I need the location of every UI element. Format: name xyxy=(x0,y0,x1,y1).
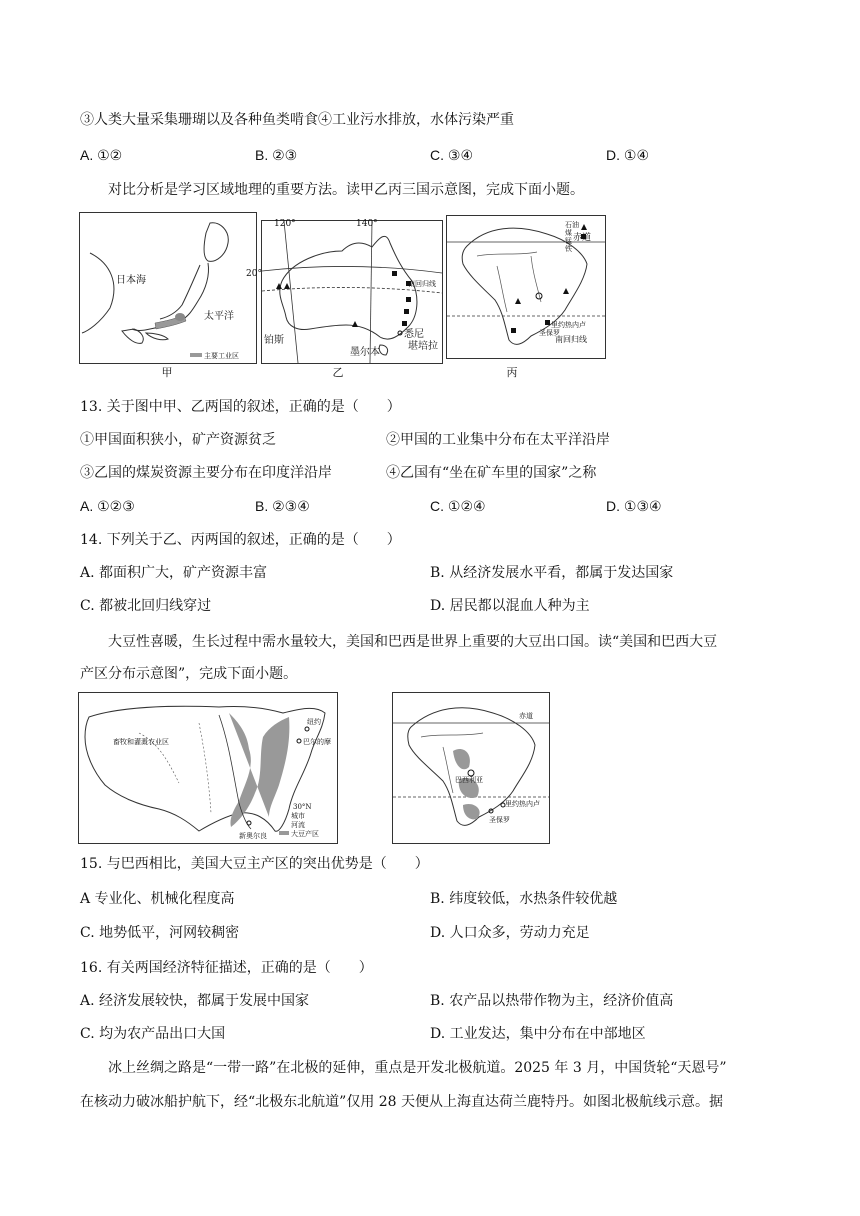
q12-option-b: B. ②③ xyxy=(255,147,298,163)
q15-option-d: D. 人口众多，劳动力充足 xyxy=(430,925,590,941)
legend-river: 河流 xyxy=(291,821,305,829)
label-city-melbourne: 墨尔本 xyxy=(350,347,380,358)
label-brasilia: 巴西利亚 xyxy=(455,776,483,784)
q13-statement-4: ④乙国有“坐在矿车里的国家”之称 xyxy=(386,465,597,481)
map-yi-australia xyxy=(246,219,443,364)
q12-statement-tail: ③人类大量采集珊瑚以及各种鱼类啃食④工业污水排放，水体污染严重 xyxy=(80,112,514,128)
legend-coal: 煤 xyxy=(565,229,572,237)
label-lat-20: 20° xyxy=(246,269,262,279)
label-pacific-ocean: 太平洋 xyxy=(204,311,234,322)
label-rio: 里约热内卢 xyxy=(551,321,586,329)
q16-option-a: A. 经济发展较快，都属于发展中国家 xyxy=(80,993,310,1009)
q13-option-c: C. ①②④ xyxy=(430,498,486,514)
label-city-sydney: 悉尼 xyxy=(404,329,424,340)
q13-statement-1: ①甲国面积狭小，矿产资源贫乏 xyxy=(80,432,276,448)
label-lon-140: 140° xyxy=(356,219,378,229)
label-new-york: 纽约 xyxy=(307,718,321,726)
legend-oil: 石油 xyxy=(565,221,579,229)
label-ranching-irrigation: 畜牧和灌溉农业区 xyxy=(113,738,169,746)
q14-option-d: D. 居民都以混血人种为主 xyxy=(430,598,590,614)
map-jia-japan xyxy=(79,212,257,364)
map-usa-soybean xyxy=(78,692,338,844)
q13-option-a: A. ①②③ xyxy=(80,498,135,514)
q15-option-c: C. 地势低平，河网较稠密 xyxy=(80,925,240,941)
label-city-canberra: 堪培拉 xyxy=(408,341,438,352)
q16-option-d: D. 工业发达，集中分布在中部地区 xyxy=(430,1026,646,1042)
q16-option-c: C. 均为农产品出口大国 xyxy=(80,1026,226,1042)
intro-paragraph-3-line-1: 冰上丝绸之路是“一带一路”在北极的延伸，重点是开发北极航道。2025 年 3 月，中国货轮“天恩号” xyxy=(108,1060,727,1076)
caption-yi: 乙 xyxy=(332,366,344,379)
q12-option-d: D. ①④ xyxy=(606,147,649,163)
label-lon-120: 120° xyxy=(274,219,296,229)
caption-jia: 甲 xyxy=(161,366,173,379)
label-city-perth: 铂斯 xyxy=(264,335,284,346)
intro-paragraph-2-line-1: 大豆性喜暖，生长过程中需水量较大，美国和巴西是世界上重要的大豆出口国。读“美国和巴西大豆 xyxy=(108,634,718,650)
label-sao-paulo: 圣保罗 xyxy=(539,329,560,337)
q13-option-d: D. ①③④ xyxy=(606,498,662,514)
q16-option-b: B. 农产品以热带作物为主，经济价值高 xyxy=(430,993,674,1009)
label-baltimore: 巴尔的摩 xyxy=(303,738,331,746)
q13-statement-3: ③乙国的煤炭资源主要分布在印度洋沿岸 xyxy=(80,465,332,481)
label-sao-paulo-2: 圣保罗 xyxy=(489,816,510,824)
q14-option-b: B. 从经济发展水平看，都属于发达国家 xyxy=(430,565,674,581)
q14-stem: 14. 下列关于乙、丙两国的叙述，正确的是（ ） xyxy=(80,532,401,548)
intro-paragraph-3-line-2: 在核动力破冰船护航下，经“北极东北航道”仅用 28 天便从上海直达荷兰鹿特丹。如图北极航线示意。据 xyxy=(80,1094,724,1110)
legend-manganese: 锰 xyxy=(565,237,572,245)
q14-option-a: A. 都面积广大，矿产资源丰富 xyxy=(80,565,268,581)
japan-map-graphic xyxy=(80,213,256,363)
legend-industrial-area: 主要工业区 xyxy=(204,352,239,360)
label-tropic: 南回归线 xyxy=(408,280,436,288)
q15-option-b: B. 纬度较低，水热条件较优越 xyxy=(430,891,618,907)
intro-paragraph-2-line-2: 产区分布示意图”，完成下面小题。 xyxy=(80,666,298,682)
label-sea-of-japan: 日本海 xyxy=(116,275,146,286)
q13-statement-2: ②甲国的工业集中分布在太平洋沿岸 xyxy=(386,432,610,448)
caption-bing: 丙 xyxy=(506,366,518,379)
label-equator-2: 赤道 xyxy=(519,712,533,720)
label-new-orleans: 新奥尔良 xyxy=(239,832,267,840)
map-brazil-soybean xyxy=(392,692,550,844)
label-tropic-bing: 南回归线 xyxy=(555,335,587,344)
q12-option-a: A. ①② xyxy=(80,147,123,163)
legend-soy-area: 大豆产区 xyxy=(291,830,319,838)
intro-paragraph-1: 对比分析是学习区域地理的重要方法。读甲乙丙三国示意图，完成下面小题。 xyxy=(108,182,584,198)
label-equator: 赤道 xyxy=(573,233,592,243)
q13-option-b: B. ②③④ xyxy=(255,498,310,514)
q15-option-a: A 专业化、机械化程度高 xyxy=(80,891,235,907)
q16-stem: 16. 有关两国经济特征描述，正确的是（ ） xyxy=(80,960,373,976)
label-30n: 30°N xyxy=(293,803,312,811)
q12-option-c: C. ③④ xyxy=(430,147,473,163)
q15-stem: 15. 与巴西相比，美国大豆主产区的突出优势是（ ） xyxy=(80,856,429,872)
q13-stem: 13. 关于图中甲、乙两国的叙述，正确的是（ ） xyxy=(80,399,401,415)
map-bing-brazil xyxy=(446,215,606,359)
label-rio-2: 里约热内卢 xyxy=(505,800,540,808)
q14-option-c: C. 都被北回归线穿过 xyxy=(80,598,212,614)
legend-iron: 铁 xyxy=(565,245,572,253)
legend-city: 城市 xyxy=(291,812,305,820)
